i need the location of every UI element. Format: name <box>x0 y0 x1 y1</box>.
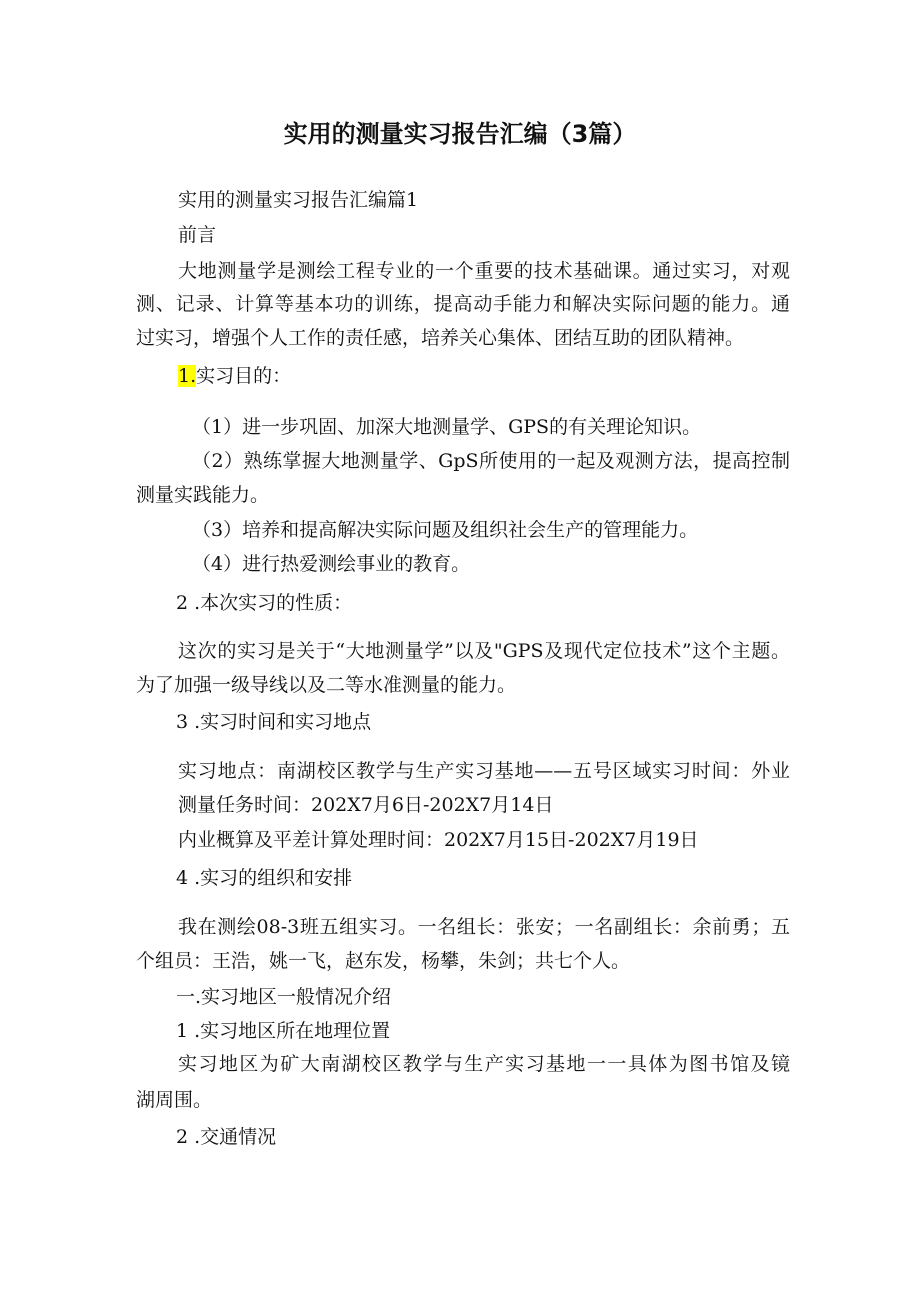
paragraph-line: 我在测绘08-3班五组实习。一名组长：张安；一名副组长：余前勇；五 <box>178 916 790 938</box>
subsection-heading: 2 .交通情况 <box>176 1126 277 1148</box>
subsection-heading: 1 .实习地区所在地理位置 <box>176 1020 391 1042</box>
list-heading <box>178 363 291 389</box>
paragraph-line: 过实习，增强个人工作的责任感，培养关心集体、团结互助的团队精神。 <box>136 327 745 349</box>
highlighted-number: 1. <box>178 365 197 387</box>
section-heading: 4 .实习的组织和安排 <box>176 867 353 889</box>
preface-heading: 前言 <box>178 224 217 246</box>
paragraph-line: 测、记录、计算等基本功的训练，提高动手能力和解决实际问题的能力。通 <box>136 293 790 315</box>
list-item: （1）进一步巩固、加深大地测量学、GPS的有关理论知识。 <box>192 416 702 438</box>
list-item-continuation: 测量实践能力。 <box>136 484 270 506</box>
section-heading: 实用的测量实习报告汇编篇1 <box>178 189 419 211</box>
paragraph-line: 实习地区为矿大南湖校区教学与生产实习基地一一具体为图书馆及镜 <box>178 1053 790 1075</box>
paragraph-line: 这次的实习是关于“大地测量学”以及"GPS及现代定位技术”这个主题。 <box>178 640 790 662</box>
paragraph-line: 内业概算及平差计算处理时间：202X7月15日-202X7月19日 <box>178 829 699 851</box>
document-title: 实用的测量实习报告汇编（3篇） <box>283 120 637 148</box>
section-heading: 2 .本次实习的性质： <box>176 592 353 614</box>
paragraph-line: 个组员：王浩，姚一飞，赵东发，杨攀，朱剑；共七个人。 <box>136 950 631 972</box>
section-heading: 3 .实习时间和实习地点 <box>176 711 372 733</box>
list-item: （3）培养和提高解决实际问题及组织社会生产的管理能力。 <box>192 519 699 541</box>
list-item: （4）进行热爱测绘事业的教育。 <box>192 553 471 575</box>
paragraph-line: 实习地点：南湖校区教学与生产实习基地——五号区域实习时间：外业 <box>178 760 790 782</box>
section-heading: 一.实习地区一般情况介绍 <box>176 986 392 1008</box>
paragraph-line: 为了加强一级导线以及二等水准测量的能力。 <box>136 674 517 696</box>
paragraph-line: 测量任务时间：202X7月6日-202X7月14日 <box>178 794 554 816</box>
list-item: （2）熟练掌握大地测量学、GpS所使用的一起及观测方法，提高控制 <box>192 450 790 472</box>
paragraph-line: 湖周围。 <box>136 1089 213 1111</box>
paragraph-line: 大地测量学是测绘工程专业的一个重要的技术基础课。通过实习，对观 <box>178 260 790 282</box>
heading-text: 实习目的： <box>196 365 292 387</box>
